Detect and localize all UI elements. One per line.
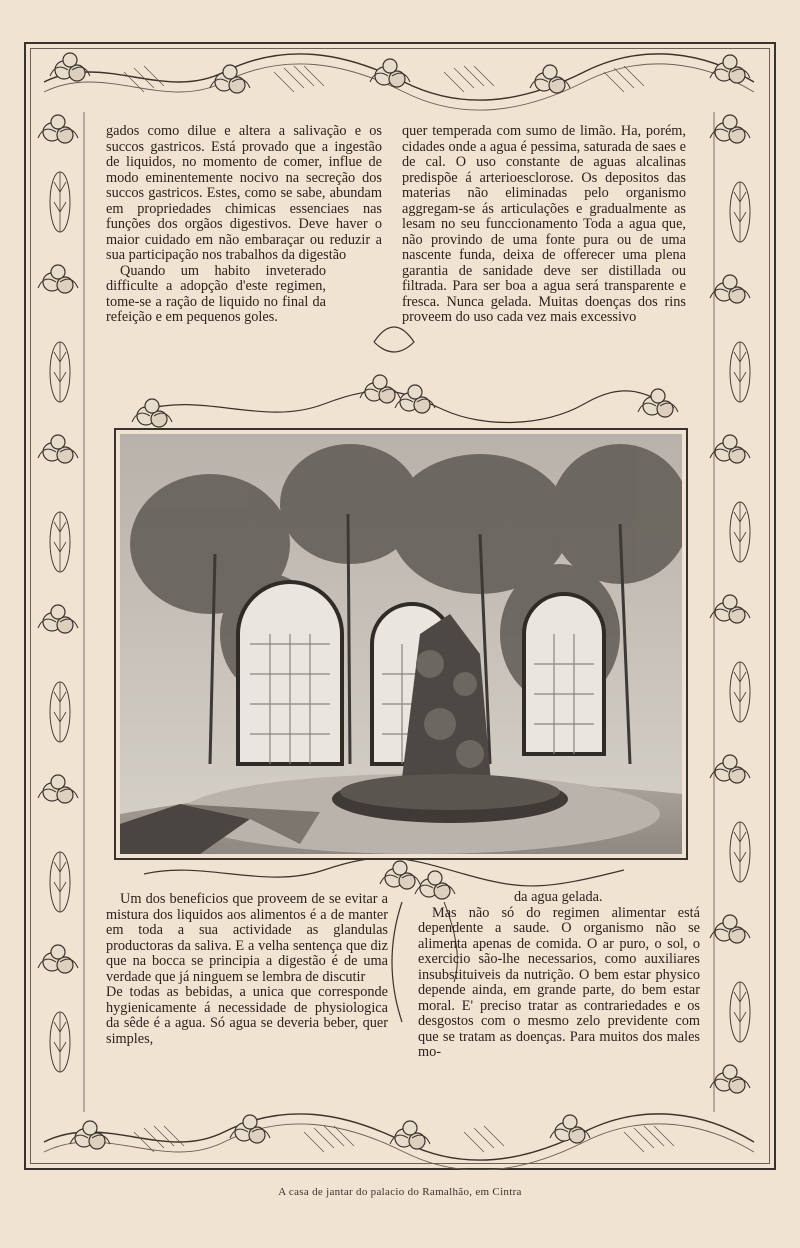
article-column-bottom-right (418, 890, 700, 1061)
paragraph: De todas as bebidas, a unica que corresponde hygienicamente á necessidade de physiologica da sêde é a agua. Só agua se deveria beber, quer simples, (106, 984, 388, 1047)
paragraph: da agua gelada. (514, 889, 603, 905)
paragraph: Um dos beneficios que proveem de se evitar a mistura dos liquidos aos alimentos é a de manter em toda a sua actividade as glandulas productoras da saliva. E a velha sentença que diz que na bocca se principia a digestão é de uma verdade que já ninguem se lembra de discutir (106, 891, 388, 985)
article-column-top-right (402, 124, 686, 326)
photo-illustration (120, 434, 682, 854)
paragraph: Mas não só do regimen alimentar está dependente a saude. O organismo não se alimenta apenas de comida. O ar puro, o sol, o exercicio são-lhe necessarios, como auxiliares insubstituiveis da nutrição. O bem estar physico depende ainda, em grande parte, do bem estar moral. E' preciso tratar as contrariedades e os desgostos com o mesmo zelo previdente com que se tratam as doenças. Para muitos dos males mo- (418, 904, 700, 1060)
dining-room-photograph (120, 434, 682, 854)
paragraph: Quando um habito inveterado difficulte a adopção d'este regimen, tome-se a ração de liquido no final da refeição e em pequenos goles. (106, 262, 326, 325)
article-column-bottom-left (106, 892, 388, 1047)
photo-caption: A casa de jantar do palacio do Ramalhão, em Cintra (278, 1186, 522, 1198)
paragraph: quer temperada com sumo de limão. Ha, porém, cidades onde a agua é pessima, saturada de saes e de cal. O uso constante de aguas alcalinas predispõe á arterioesclorose. Os depositos das materias não eliminadas pelo organismo aggregam-se ás articulações e gradualmente as lesam no seu funccionamento Toda a agua que, não provindo de uma fonte pura ou de uma nascente funda, deixa de offerecer uma plena garantia de sanidade deve ser distillada ou filtrada. Para ser boa a agua será transparente e fresca. Nunca gelada. Muitas doenças dos rins proveem do uso cada vez mais excessivo (402, 123, 686, 325)
article-column-top-left (106, 124, 382, 326)
paragraph: gados como dilue e altera a salivação e os succos gastricos. Está provado que a ingestão de liquidos, no momento de comer, influe de modo eminentemente nocivo na secreção dos succos gastricos. Estes, como se sabe, abundam em propriedades chimicas essenciaes nas funções dos orgãos digestivos. Deve haver o maior cuidado em não embaraçar ou reduzir a sua participação nos trabalhos da digestão (106, 123, 382, 263)
